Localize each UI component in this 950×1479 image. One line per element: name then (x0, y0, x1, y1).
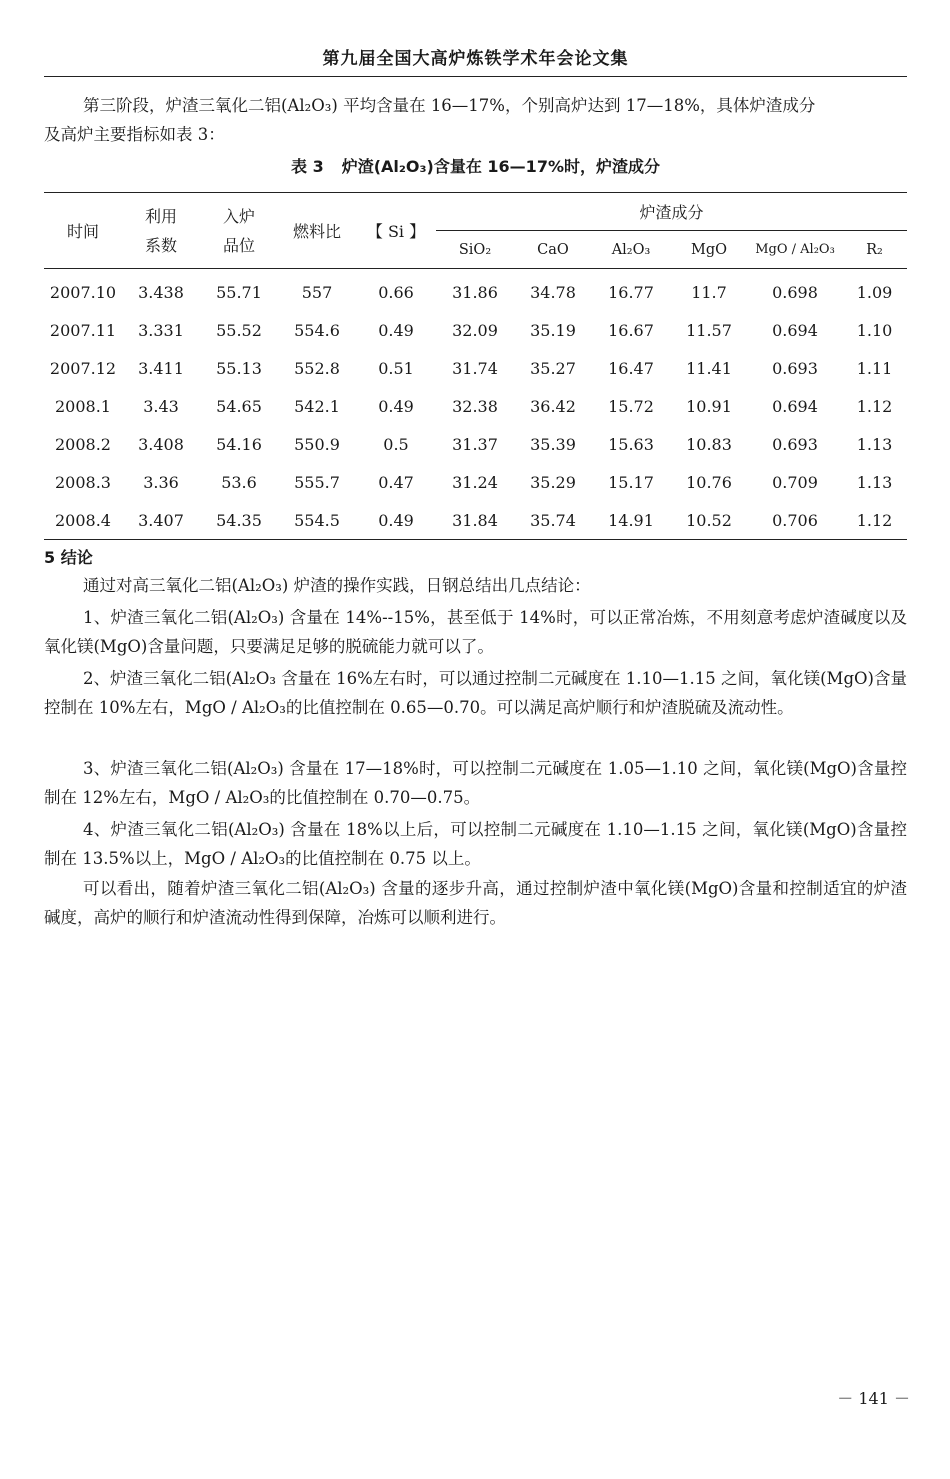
table-cell: 0.49 (378, 510, 414, 530)
table-cell: 1.12 (856, 396, 893, 416)
table-cell: 15.63 (608, 434, 654, 454)
table-cell: 1.13 (856, 434, 893, 454)
intro-paragraph (44, 91, 907, 149)
table-row (44, 425, 907, 463)
page-number: － 141 － (837, 1389, 910, 1408)
col-header-si: 【 Si 】 (366, 222, 426, 241)
table-cell: 54.35 (216, 510, 262, 530)
table-cell: 10.91 (686, 396, 732, 416)
col-header-utilization-line1: 利用 (144, 206, 177, 226)
table-cell: 36.42 (530, 396, 576, 416)
col-header-r2: R₂ (866, 241, 883, 258)
conclusion-item-1: 1、炉渣三氧化二铝(Al₂O₃) 含量在 14%--15%，甚至低于 14%时，可以正常冶炼，不用刻意考虑炉渣碱度以及氧化镁(MgO)含量问题，只要满足足够的脱硫能力就可以了。 (44, 608, 907, 656)
table-cell: 554.6 (294, 320, 340, 340)
table-cell: 0.698 (772, 282, 818, 302)
table-cell: 35.29 (530, 472, 576, 492)
table-cell: 3.411 (138, 358, 184, 378)
table-cell: 55.52 (216, 320, 262, 340)
table-cell: 0.709 (772, 472, 818, 492)
table-cell: 55.71 (216, 282, 262, 302)
table-cell: 35.27 (530, 358, 576, 378)
table-cell: 0.706 (772, 510, 818, 530)
table-cell: 15.72 (608, 396, 654, 416)
table-cell: 54.65 (216, 396, 262, 416)
table-row (44, 463, 907, 501)
table-cell: 557 (301, 282, 333, 302)
col-header-utilization (122, 193, 200, 269)
table-cell: 31.86 (452, 282, 498, 302)
col-header-fuel-ratio: 燃料比 (292, 222, 341, 241)
table-cell: 0.5 (383, 434, 409, 454)
table-cell: 550.9 (294, 434, 340, 454)
table-cell: 2007.10 (49, 282, 117, 302)
table-cell: 1.13 (856, 472, 893, 492)
table-cell: 1.09 (856, 282, 893, 302)
table-cell: 55.13 (216, 358, 262, 378)
col-header-mgo: MgO (690, 241, 728, 258)
table-cell: 0.693 (772, 358, 818, 378)
col-header-grade (200, 193, 278, 269)
table-cell: 2007.11 (49, 320, 117, 340)
table-cell: 555.7 (294, 472, 340, 492)
col-header-time: 时间 (66, 222, 99, 241)
table-caption-number: 表 3 (291, 157, 324, 176)
intro-line-1: 第三阶段，炉渣三氧化二铝(Al₂O₃) 平均含量在 16—17%，个别高炉达到 17—18%，具体炉渣成分 (83, 96, 816, 115)
table-cell: 552.8 (294, 358, 340, 378)
col-header-al2o3: Al₂O₃ (611, 241, 651, 258)
table-cell: 14.91 (608, 510, 654, 530)
table-cell: 35.39 (530, 434, 576, 454)
table-cell: 0.51 (378, 358, 414, 378)
table-cell: 10.52 (686, 510, 732, 530)
table-row (44, 387, 907, 425)
table-cell: 3.438 (138, 282, 184, 302)
table-cell: 1.11 (856, 358, 893, 378)
table-cell: 2008.2 (55, 434, 111, 454)
col-header-sio2: SiO₂ (458, 241, 492, 258)
table-cell: 15.17 (608, 472, 654, 492)
table-cell: 3.43 (143, 396, 179, 416)
table-cell: 32.38 (452, 396, 498, 416)
table-cell: 3.407 (138, 510, 184, 530)
table-cell: 3.408 (138, 434, 184, 454)
table-row (44, 269, 907, 312)
table-row (44, 311, 907, 349)
table-cell: 16.67 (608, 320, 654, 340)
col-header-cao: CaO (537, 241, 569, 258)
table-cell: 2007.12 (49, 358, 117, 378)
table-cell: 16.47 (608, 358, 654, 378)
table-caption (44, 154, 907, 177)
conclusion-intro: 通过对高三氧化二铝(Al₂O₃) 炉渣的操作实践，日钢总结出几点结论： (83, 576, 591, 595)
conclusion-item-2: 2、炉渣三氧化二铝(Al₂O₃ 含量在 16%左右时，可以通过控制二元碱度在 1.10—1.15 之间，氧化镁(MgO)含量控制在 10%左右，MgO / Al₂O₃的比值控制在 0.65—0.70。可以满足高炉顺行和炉渣脱硫及流动性。 (44, 669, 907, 717)
table-cell: 3.36 (143, 472, 179, 492)
conclusion-summary: 可以看出，随着炉渣三氧化二铝(Al₂O₃) 含量的逐步升高，通过控制炉渣中氧化镁(MgO)含量和控制适宜的炉渣碱度，高炉的顺行和炉渣流动性得到保障，冶炼可以顺利进行。 (44, 879, 907, 927)
table-cell: 1.12 (856, 510, 893, 530)
conclusion-item-4: 4、炉渣三氧化二铝(Al₂O₃) 含量在 18%以上后，可以控制二元碱度在 1.10—1.15 之间，氧化镁(MgO)含量控制在 13.5%以上，MgO / Al₂O₃的比值控制在 0.75 以上。 (44, 820, 907, 868)
table-cell: 1.10 (856, 320, 893, 340)
table-cell: 11.7 (691, 282, 727, 302)
table-cell: 10.83 (686, 434, 732, 454)
table-cell: 35.74 (530, 510, 576, 530)
table-cell: 31.37 (452, 434, 498, 454)
table-cell: 0.49 (378, 320, 414, 340)
table-cell: 16.77 (608, 282, 654, 302)
table-cell: 0.49 (378, 396, 414, 416)
table-cell: 31.74 (452, 358, 498, 378)
table-cell: 0.694 (772, 396, 818, 416)
table-row (44, 349, 907, 387)
running-head: 第九届全国大高炉炼铁学术年会论文集 (322, 49, 629, 69)
conclusion-item-3: 3、炉渣三氧化二铝(Al₂O₃) 含量在 17—18%时，可以控制二元碱度在 1.05—1.10 之间，氧化镁(MgO)含量控制在 12%左右，MgO / Al₂O₃的比值控制在 0.70—0.75。 (44, 759, 907, 807)
table-cell: 542.1 (294, 396, 340, 416)
slag-composition-table (44, 192, 907, 540)
col-header-grade-line1: 入炉 (222, 206, 255, 226)
col-header-slag-group: 炉渣成分 (436, 193, 907, 231)
table-cell: 3.331 (138, 320, 184, 340)
table-cell: 35.19 (530, 320, 576, 340)
intro-line-2: 及高炉主要指标如表 3： (44, 125, 225, 144)
table-cell: 0.47 (378, 472, 414, 492)
table-cell: 34.78 (530, 282, 576, 302)
table-cell: 0.66 (378, 282, 414, 302)
col-header-utilization-line2: 系数 (144, 235, 177, 255)
col-header-grade-line2: 品位 (222, 235, 255, 255)
table-cell: 2008.3 (55, 472, 111, 492)
table-cell: 0.694 (772, 320, 818, 340)
table-cell: 2008.1 (55, 396, 111, 416)
table-caption-text: 炉渣(Al₂O₃)含量在 16—17%时，炉渣成分 (341, 157, 660, 176)
table-cell: 11.41 (686, 358, 732, 378)
table-cell: 2008.4 (55, 510, 111, 530)
table-cell: 11.57 (686, 320, 732, 340)
table-cell: 0.693 (772, 434, 818, 454)
col-header-mgo-al2o3: MgO / Al₂O₃ (755, 242, 835, 257)
table-row (44, 501, 907, 540)
table-cell: 54.16 (216, 434, 262, 454)
section-title: 5 结论 (44, 548, 93, 567)
table-cell: 32.09 (452, 320, 498, 340)
header-rule (44, 76, 907, 77)
table-cell: 31.24 (452, 472, 498, 492)
table-cell: 10.76 (686, 472, 732, 492)
table-cell: 53.6 (221, 472, 257, 492)
table-cell: 554.5 (294, 510, 340, 530)
table-cell: 31.84 (452, 510, 498, 530)
